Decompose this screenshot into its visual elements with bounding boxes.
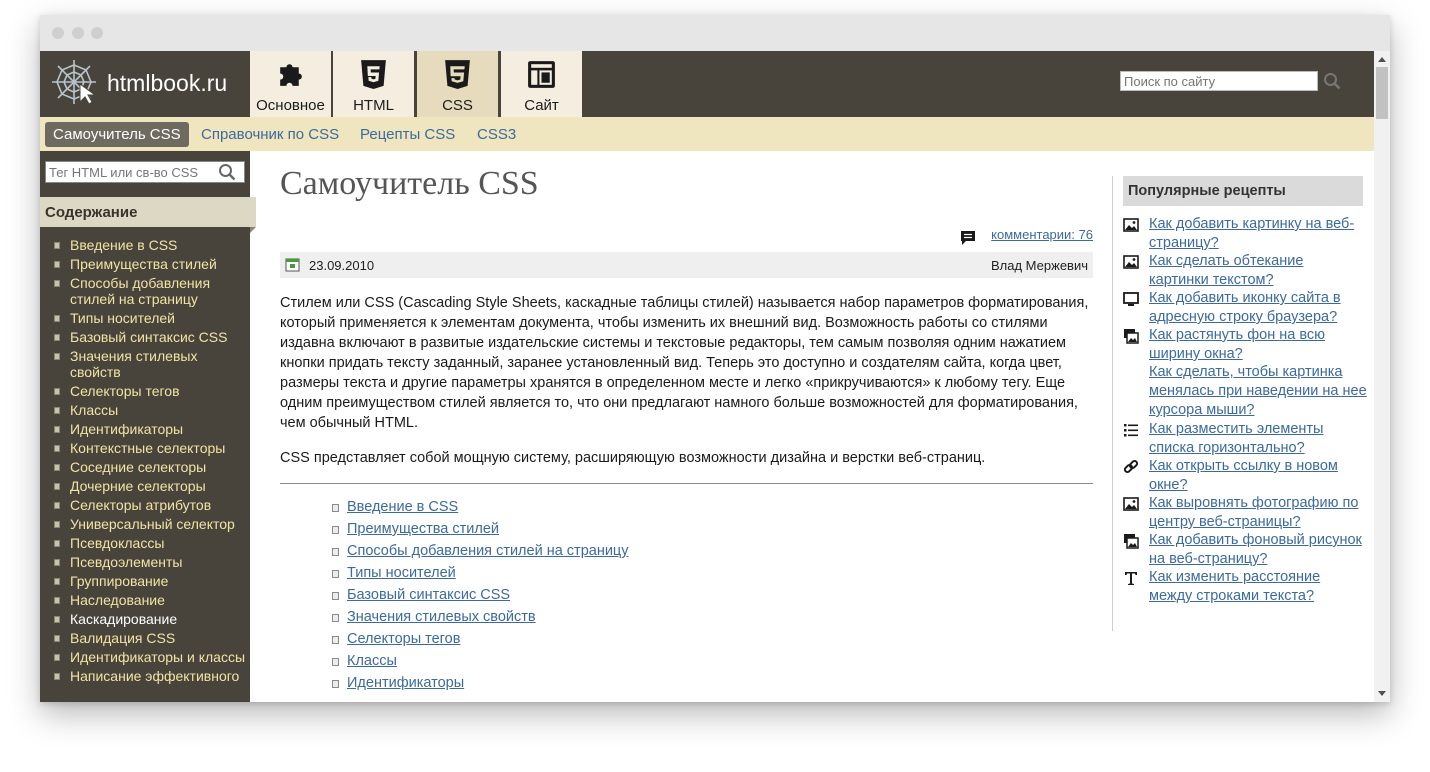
bullet-icon	[54, 464, 60, 471]
popular-recipe-link[interactable]: Как добавить картинку на веб-страницу?	[1149, 216, 1355, 251]
html5-icon	[357, 58, 390, 91]
bullet-icon	[332, 680, 339, 688]
css3-icon	[441, 58, 474, 91]
bullet-icon	[332, 592, 339, 600]
site-search-input[interactable]	[1120, 71, 1318, 91]
toc-item-label: Идентификаторы	[70, 421, 184, 437]
bullet-icon	[54, 654, 60, 661]
bullet-icon	[54, 261, 60, 268]
bullet-icon	[332, 526, 339, 534]
monitor-icon	[1123, 291, 1139, 307]
article-link-label[interactable]: Идентификаторы	[347, 675, 465, 691]
bullet-icon	[54, 559, 60, 566]
site-header	[40, 51, 1374, 117]
popular-recipe-link[interactable]: Как добавить фоновый рисунок на веб-страницу?	[1149, 532, 1362, 567]
toc-item[interactable]	[54, 348, 246, 380]
nav-tab-label: Сайт	[524, 97, 559, 114]
toc-sidebar	[40, 151, 250, 702]
bullet-icon	[332, 636, 339, 644]
toc-item-label: Идентификаторы и классы	[70, 649, 246, 665]
scroll-up-arrow-icon[interactable]	[1378, 57, 1386, 62]
link-icon	[1123, 459, 1139, 475]
toc-item[interactable]	[54, 573, 246, 589]
toc-item-label: Преимущества стилей	[70, 256, 217, 272]
publish-date: 23.09.2010	[309, 258, 375, 273]
bullet-icon	[54, 407, 60, 414]
toc-item[interactable]	[54, 554, 246, 570]
article-link-label[interactable]: Способы добавления стилей на страницу	[347, 543, 629, 559]
bullet-icon	[54, 388, 60, 395]
article-link-item[interactable]	[332, 543, 629, 565]
popular-recipe-link[interactable]: Как изменить расстояние между строками текста?	[1149, 569, 1321, 604]
toc-heading: Содержание	[40, 197, 256, 227]
bullet-icon	[54, 280, 60, 287]
browser-window	[40, 15, 1390, 702]
toc-item-label: Типы носителей	[70, 310, 175, 326]
bullet-icon	[54, 578, 60, 585]
article-link-label[interactable]: Классы	[347, 653, 397, 669]
article-link-item[interactable]	[332, 631, 629, 653]
article-link-label[interactable]: Базовый синтаксис CSS	[347, 587, 511, 603]
image-icon	[1123, 217, 1139, 233]
toc-item-label: Дочерние селекторы	[70, 478, 206, 494]
article-link-item[interactable]	[332, 587, 629, 609]
bullet-icon	[54, 502, 60, 509]
window-titlebar	[40, 15, 1390, 51]
article-link-item[interactable]	[332, 675, 629, 697]
image-icon	[1123, 496, 1139, 512]
search-icon[interactable]	[1323, 72, 1341, 90]
toc-item[interactable]	[54, 478, 246, 494]
site-name[interactable]: htmlbook.ru	[107, 70, 228, 96]
subnav-reference[interactable]: Справочник по CSS	[201, 126, 340, 143]
subnav-css3[interactable]: CSS3	[477, 126, 517, 143]
toc-item[interactable]	[54, 383, 246, 399]
toc-item[interactable]	[54, 535, 246, 551]
toc-item-label: Классы	[70, 402, 119, 418]
nav-tab-css[interactable]	[417, 51, 498, 117]
toc-item-label: Каскадирование	[70, 611, 178, 627]
section-subnav	[40, 117, 1374, 151]
popular-recipe-link[interactable]: Как сделать, чтобы картинка менялась при наведении на нее курсора мыши?	[1149, 364, 1367, 418]
toc-item-label: Введение в CSS	[70, 237, 178, 253]
bullet-icon	[332, 658, 339, 666]
scroll-thumb[interactable]	[1376, 67, 1388, 119]
nav-tab-basics[interactable]	[250, 51, 331, 117]
nav-tab-site[interactable]	[501, 51, 582, 117]
toc-item[interactable]	[54, 237, 246, 253]
bullet-icon	[54, 483, 60, 490]
bullet-icon	[54, 353, 60, 360]
toc-item-label: Наследование	[70, 592, 165, 608]
bullet-icon	[54, 597, 60, 604]
page-scrollbar[interactable]	[1374, 51, 1390, 702]
page-title: Самоучитель CSS	[280, 165, 539, 202]
background-image-icon	[1123, 533, 1139, 549]
image-icon	[1123, 254, 1139, 270]
bullet-icon	[332, 614, 339, 622]
bullet-icon	[54, 635, 60, 642]
article-link-label[interactable]: Типы носителей	[347, 565, 456, 581]
nav-tab-html[interactable]	[333, 51, 414, 117]
article-meta	[280, 252, 1093, 278]
toc-item-label: Псевдоэлементы	[70, 554, 183, 570]
toc-item[interactable]	[54, 310, 246, 326]
toc-item-label: Контекстные селекторы	[70, 440, 226, 456]
popular-recipe-link[interactable]: Как открыть ссылку в новом окне?	[1149, 458, 1338, 493]
divider	[280, 483, 1093, 484]
subnav-recipes[interactable]: Рецепты CSS	[360, 126, 456, 143]
toc-list	[54, 237, 246, 687]
sidebar-divider	[1112, 176, 1113, 631]
toc-item[interactable]	[54, 668, 246, 684]
comments-link[interactable]: комментарии: 76	[991, 227, 1093, 242]
spiderweb-logo-icon[interactable]	[50, 58, 98, 106]
comment-icon	[960, 230, 976, 246]
toc-item[interactable]	[54, 592, 246, 608]
nav-tab-label: Основное	[256, 97, 325, 114]
toc-item-label: Группирование	[70, 573, 169, 589]
article-link-label[interactable]: Преимущества стилей	[347, 521, 500, 537]
toc-item[interactable]	[54, 516, 246, 532]
toc-item[interactable]	[54, 421, 246, 437]
text-icon	[1123, 570, 1139, 586]
popular-heading: Популярные рецепты	[1123, 176, 1363, 206]
toc-item[interactable]	[54, 275, 246, 307]
layout-icon	[525, 58, 558, 91]
puzzle-icon	[274, 58, 307, 91]
article-link-item[interactable]	[332, 565, 629, 587]
bullet-icon	[54, 426, 60, 433]
toc-item-label: Базовый синтаксис CSS	[70, 329, 228, 345]
bullet-icon	[54, 315, 60, 322]
bullet-icon	[54, 242, 60, 249]
popular-recipe-link[interactable]: Как разместить элементы списка горизонтально?	[1149, 421, 1324, 456]
article-link-item[interactable]	[332, 653, 629, 675]
toc-item-label: Соседние селекторы	[70, 459, 207, 475]
toc-item-label: Написание эффективного	[70, 668, 240, 684]
intro-paragraph: Стилем или CSS (Cascading Style Sheets, каскадные таблицы стилей) называется набор параметров форматирования, который применяется к элементам документа, чтобы изменить их внешний вид. Возможность работы со стилями издавна включают в развитые издательские системы и текстовые редакторы, тем самым позволяя одним нажатием кнопки придать тексту заданный, заранее установленный вид. Теперь это доступно и создателям сайта, когда цвет, размеры текста и другие параметры хранятся в определенном месте и легко «прикручиваются» к любому тегу. Еще одним преимуществом стилей является то, что они предлагают намного больше возможностей для форматирования, чем обычный HTML.	[280, 295, 1089, 431]
bullet-icon	[54, 540, 60, 547]
toc-item-label: Способы добавления стилей на страницу	[70, 275, 211, 307]
toc-item-label: Псевдоклассы	[70, 535, 165, 551]
toc-item-label: Валидация CSS	[70, 630, 176, 646]
bullet-icon	[54, 334, 60, 341]
article-link-item[interactable]	[332, 521, 629, 543]
popular-recipe-link[interactable]: Как добавить иконку сайта в адресную строку браузера?	[1149, 290, 1341, 325]
nav-tab-label: HTML	[353, 97, 394, 114]
popular-recipe-link[interactable]: Как растянуть фон на всю ширину окна?	[1149, 327, 1326, 362]
article-links-list	[332, 499, 629, 697]
toc-item-label: Селекторы тегов	[70, 383, 180, 399]
bullet-icon	[332, 570, 339, 578]
tag-search-input[interactable]	[45, 161, 245, 183]
toc-item-label: Универсальный селектор	[70, 516, 235, 532]
toc-item-label: Селекторы атрибутов	[70, 497, 212, 513]
toc-item[interactable]	[54, 611, 246, 627]
window-zoom-dot[interactable]	[91, 27, 103, 39]
bullet-icon	[54, 616, 60, 623]
article-link-label[interactable]: Селекторы тегов	[347, 631, 461, 647]
toc-item-label: Значения стилевых свойств	[70, 348, 198, 380]
background-image-icon	[1123, 328, 1139, 344]
article-link-item[interactable]	[332, 609, 629, 631]
toc-item[interactable]	[54, 649, 246, 665]
toc-item[interactable]	[54, 329, 246, 345]
subnav-tutorial[interactable]: Самоучитель CSS	[45, 122, 189, 147]
toc-item[interactable]	[54, 402, 246, 418]
bullet-icon	[54, 673, 60, 680]
window-close-dot[interactable]	[52, 27, 64, 39]
popular-recipe-link[interactable]: Как выровнять фотографию по центру веб-страницы?	[1149, 495, 1359, 530]
scroll-down-arrow-icon[interactable]	[1378, 691, 1386, 696]
popular-recipe-link[interactable]: Как сделать обтекание картинки текстом?	[1149, 253, 1304, 288]
search-icon[interactable]	[218, 163, 236, 181]
article-link-label[interactable]: Введение в CSS	[347, 499, 459, 515]
list-icon	[1123, 422, 1139, 438]
article-link-label[interactable]: Значения стилевых свойств	[347, 609, 536, 625]
bullet-icon	[54, 445, 60, 452]
window-minimize-dot[interactable]	[72, 27, 84, 39]
author-name: Влад Мержевич	[991, 258, 1088, 273]
toc-item[interactable]	[54, 459, 246, 475]
page-viewport	[40, 51, 1390, 702]
bullet-icon	[332, 504, 339, 512]
calendar-icon	[285, 257, 300, 272]
nav-tab-label: CSS	[442, 97, 473, 114]
toc-item[interactable]	[54, 497, 246, 513]
bullet-icon	[54, 521, 60, 528]
bullet-icon	[332, 548, 339, 556]
article-link-item[interactable]	[332, 499, 629, 521]
summary-paragraph: CSS представляет собой мощную систему, расширяющую возможности дизайна и верстки веб-страниц.	[280, 450, 986, 466]
toc-item[interactable]	[54, 440, 246, 456]
toc-item[interactable]	[54, 630, 246, 646]
toc-item[interactable]	[54, 256, 246, 272]
